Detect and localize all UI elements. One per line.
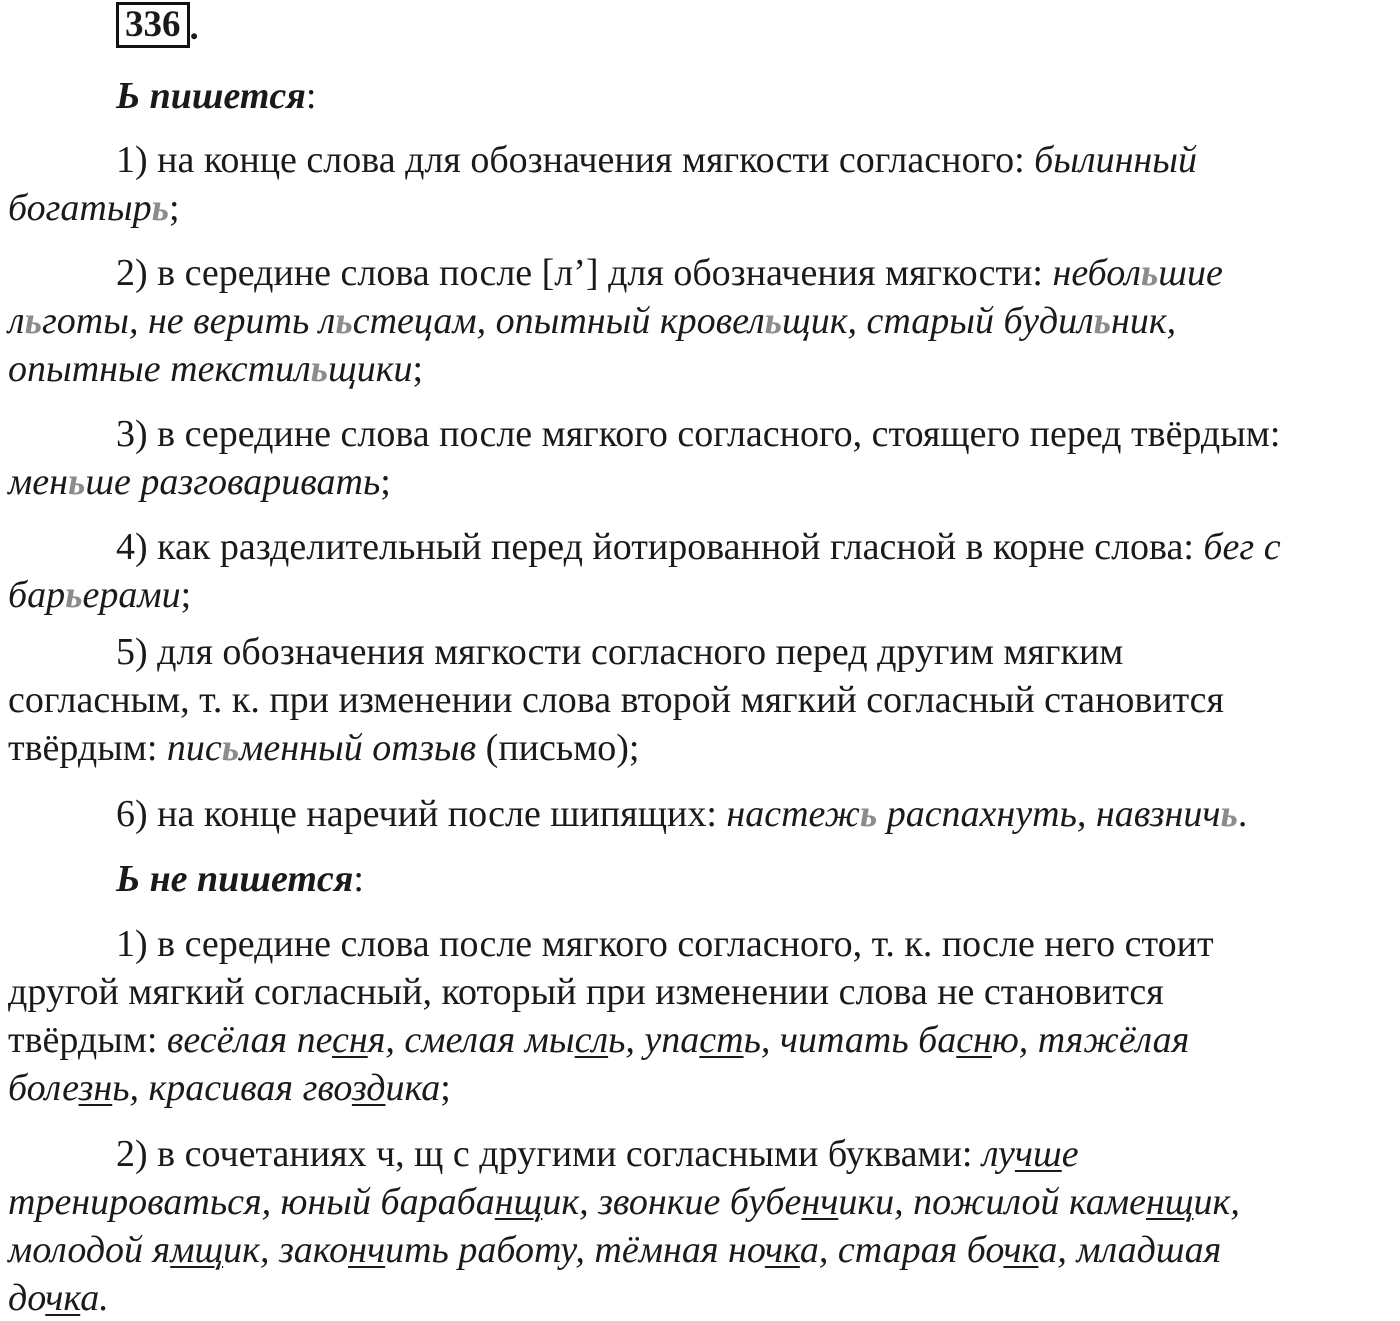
rule-2-example-line: льготы, не верить льстецам, опытный кровельщик, старый будильник, — [8, 300, 1177, 342]
rule-2-line: 2) в середине слова после [л’] для обозначения мягкости: небольшие — [116, 252, 1223, 294]
underlined-cluster: нч — [348, 1229, 386, 1271]
soft-sign-mark: ь — [65, 574, 83, 616]
rule-5-line: согласным, т. к. при изменении слова второй мягкий согласный становится — [8, 679, 1225, 721]
exercise-number-box: 336 — [116, 2, 190, 48]
underlined-cluster: зн — [78, 1067, 113, 1109]
exception-2-line: 2) в сочетаниях ч, щ с другими согласными буквами: лучше — [116, 1133, 1079, 1175]
underlined-cluster: чк — [45, 1277, 81, 1319]
heading-soft-sign-written: Ь пишется: — [116, 75, 317, 117]
exception-2-example-line: тренироваться, юный барабанщик, звонкие бубенчики, пожилой каменщик, — [8, 1181, 1240, 1223]
soft-sign-mark: ь — [859, 793, 878, 835]
underlined-cluster: нщ — [494, 1181, 543, 1223]
rule-4-example-line: барьерами; — [8, 574, 192, 616]
underlined-cluster: зд — [351, 1067, 386, 1109]
soft-sign-mark: ь — [764, 300, 783, 342]
soft-sign-mark: ь — [1220, 793, 1238, 835]
rule-1-line: 1) на конце слова для обозначения мягкости согласного: былинный — [116, 139, 1198, 181]
underlined-cluster: нч — [801, 1181, 839, 1223]
exception-1-line: 1) в середине слова после мягкого согласного, т. к. после него стоит — [116, 923, 1214, 965]
soft-sign-mark: ь — [67, 461, 86, 503]
rule-1-example-line: богатырь; — [8, 187, 180, 229]
underlined-cluster: сн — [332, 1019, 368, 1061]
rule-5-line: 5) для обозначения мягкости согласного перед другим мягким — [116, 631, 1124, 673]
exception-1-line: другой мягкий согласный, который при изменении слова не становится — [8, 971, 1164, 1013]
soft-sign-mark: ь — [310, 348, 329, 390]
exception-1-example-line: болезнь, красивая гвоздика; — [8, 1067, 451, 1109]
underlined-cluster: сн — [956, 1019, 992, 1061]
rule-2-example-line: опытные текстильщики; — [8, 348, 424, 390]
soft-sign-mark: ь — [151, 187, 169, 229]
rule-6-line: 6) на конце наречий после шипящих: настежь распахнуть, навзничь. — [116, 793, 1248, 835]
exception-2-example-line: молодой ямщик, закончить работу, тёмная ночка, старая бочка, младшая — [8, 1229, 1222, 1271]
underlined-cluster: ст — [699, 1019, 744, 1061]
exception-2-example-line: дочка. — [8, 1277, 109, 1319]
underlined-cluster: сл — [574, 1019, 609, 1061]
soft-sign-mark: ь — [221, 727, 240, 769]
rule-3-example-line: меньше разговаривать; — [8, 461, 391, 503]
rule-5-example-line: твёрдым: письменный отзыв (письмо); — [8, 727, 640, 769]
exercise-number: 336 . — [116, 4, 199, 48]
heading-soft-sign-not-written: Ь не пишется: — [116, 858, 364, 900]
soft-sign-mark: ь — [335, 300, 353, 342]
soft-sign-mark: ь — [24, 300, 42, 342]
soft-sign-mark: ь — [1093, 300, 1112, 342]
underlined-cluster: мщ — [170, 1229, 224, 1271]
rule-4-line: 4) как разделительный перед йотированной гласной в корне слова: бег с — [116, 526, 1281, 568]
underlined-cluster: чк — [1003, 1229, 1039, 1271]
exception-1-example-line: твёрдым: весёлая песня, смелая мысль, упасть, читать басню, тяжёлая — [8, 1019, 1190, 1061]
rule-3-line: 3) в середине слова после мягкого согласного, стоящего перед твёрдым: — [116, 413, 1281, 455]
soft-sign-mark: ь — [1140, 252, 1159, 294]
underlined-cluster: чк — [764, 1229, 800, 1271]
underlined-cluster: чш — [1014, 1133, 1062, 1175]
underlined-cluster: нщ — [1146, 1181, 1194, 1223]
